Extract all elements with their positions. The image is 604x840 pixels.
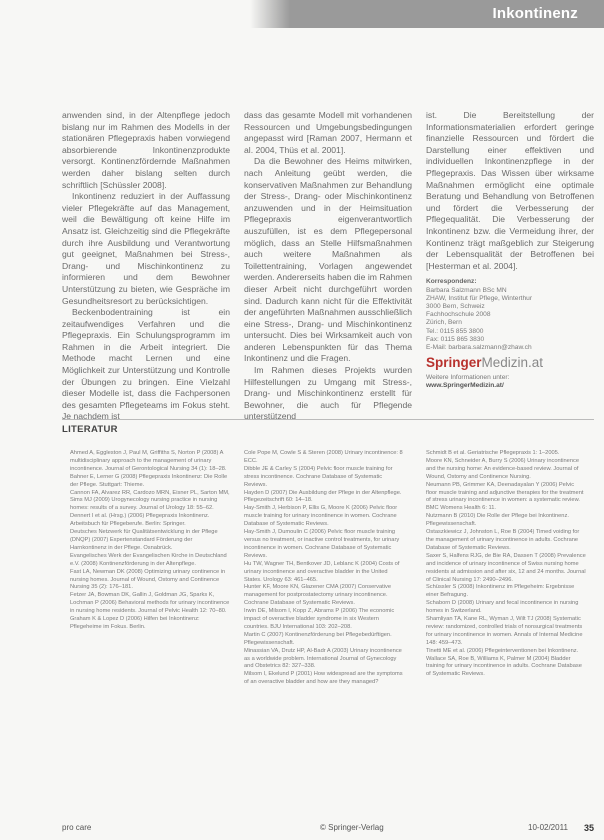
springer-logo xyxy=(426,355,594,370)
reference-item: Neumann PB, Grimmer KA, Deenadayalan Y (2006) Pelvic floor muscle training and adjunctive therapies for the treatment of stress urinary incontinence in women: a systematic review. BMC Womens Health 6: 11. xyxy=(426,481,584,512)
paragraph: Inkontinenz reduziert in der Auffassung vieler Pflegekräfte auf das Management, weil die Bewältigung oft keine Hilfe im Ansatz ist. Gleichzeitig sind die Pflegekräfte durch ihre Ausbildung und Verantwortung gut geeignet, Maßnahmen bei Stress-, Drang- und Mischinkontinenz zu informieren und dem Bewohner Unterstützung zu bieten, wie Gespräche im Gesundheitsresort zu berücksichtigen. xyxy=(62,191,230,306)
references-column-1 xyxy=(70,450,230,632)
reference-item: Wallace SA, Roe B, Williams K, Palmer M (2004) Bladder training for urinary incontinence in adults. Cochrane Database of Systematic Reviews. xyxy=(426,655,582,678)
section-divider xyxy=(62,419,594,420)
reference-item: Fast LA, Newman DK (2008) Optimizing urinary continence in nursing homes. Journal of Wound, Ostomy and Continence Nursing 35 (2): 176–181. xyxy=(70,568,226,591)
reference-item: Martin C (2007) Kontinenzförderung bei Pflegebedürftigen. Pflegewissenschaft. xyxy=(244,631,392,646)
contact-line: Barbara Salzmann BSc MN xyxy=(426,286,507,294)
contact-line: Tel.: 0115 855 3800 xyxy=(426,327,484,335)
reference-item: Schüssler S (2008) Inkontinenz im Pflegeheim: Ergebnisse einer Befragung. xyxy=(426,584,575,599)
springer-logo-suffix: Medizin.at xyxy=(481,355,544,370)
reference-item: Ostaszkiewicz J, Johnston L, Roe B (2004) Timed voiding for the management of urinary incontinence in adults. Cochrane Database of Systematic Reviews. xyxy=(426,529,580,551)
paragraph: dass das gesamte Modell mit vorhandenen Ressourcen und Umgebungsbedingungen angepasst wird [Raman 2007, Hermann et al. 2004, Thüs et al. 2001]. xyxy=(244,110,412,155)
reference-item: Milsom I, Ekelund P (2001) How widespread are the symptoms of an overactive bladder and how are they managed? xyxy=(244,671,403,686)
references-column-3 xyxy=(426,450,586,679)
reference-item: Cole Pope M, Cowle S & Steren (2008) Urinary incontinence: 8 ECC. xyxy=(244,450,403,464)
reference-item: Graham K & Lopez D (2006) Hilfen bei Inkontinenz: Pflegeheime im Fokus. Berlin. xyxy=(70,616,200,630)
reference-item: Hayden D (2007) Die Ausbildung der Pflege in der Altenpflege. Pflegezeitschrift 60: 14–18. xyxy=(244,489,402,504)
reference-item: Ahmed A, Eggleston J, Paul M, Griffiths S, Norton P (2008) A multidisciplinary approach to the management of urinary incontinence. Journal of Gerontological Nursing 34 (1): 18–28. xyxy=(70,450,227,472)
section-title: Inkontinenz xyxy=(492,5,578,22)
reference-item: Schmidt B et al. Geriatrische Pflegepraxis 1: 1–2005. xyxy=(426,450,560,456)
reference-item: Minassian VA, Drutz HP, Al-Badr A (2003) Urinary incontinence as a worldwide problem. International Journal of Gynecology and Obstetrics 82: 327–338. xyxy=(244,647,402,670)
springer-url-link[interactable]: www.SpringerMedizin.at/ xyxy=(426,382,504,389)
page-number: 35 xyxy=(584,823,595,833)
text-column-1 xyxy=(62,110,230,423)
contact-line: 3000 Bern, Schweiz xyxy=(426,302,485,310)
reference-item: Hu TW, Wagner TH, Bentkover JD, Leblanc K (2004) Costs of urinary incontinence and overactive bladder in the United States. Urology 63: 461–465. xyxy=(244,560,400,583)
reference-item: Fetzer JA, Bowman DK, Gallin J, Goldman JG, Sparks K, Lochman P (2006) Behavioral methods for urinary incontinence in nursing home residents. Journal of Pelvic Health 12: 70–80. xyxy=(70,592,230,615)
contact-line: Fachhochschule 2008 xyxy=(426,311,491,319)
springer-logo-main: Springer xyxy=(426,355,482,370)
contact-email[interactable]: E-Mail: barbara.salzmann@zhaw.ch xyxy=(426,343,532,351)
publisher-name: © Springer-Verlag xyxy=(320,823,384,832)
reference-item: Moore KN, Schneider A, Burry S (2006) Urinary incontinence and the nursing home: An evidence-based review. Journal of Wound, Ostomy and Continence Nursing. xyxy=(426,457,580,480)
paragraph: Da die Bewohner des Heims mitwirken, nach Anleitung geübt werden, die konservativen Maßnahmen zur Behandlung der Stress-, Drang- oder Mischinkontinenz anzuwenden und in der Heimsituation Pflegepraxis eigenverantwortlich auszufüllen, ist es dem Pflegepersonal möglich, dass an Stelle Hilfsmaßnahmen auch weitere Maßnahmen als Toilettentraining, Vorlagen angewendet werden. Andererseits haben die im Rahmen dieser Arbeit nicht durchgeführt worden sind. Dadurch kann nicht für die Effektivität der angeführten Maßnahmen ausschließlich eine Stress-, Drang- und Mischinkontinenz untersucht. Dies bei Wirksamkeit auch von anderen Lebenspunkten für das Thema Inkontinenz und die Fragen. xyxy=(244,156,412,364)
text-column-2 xyxy=(244,110,412,423)
reference-item: Deutsches Netzwerk für Qualitätsentwicklung in der Pflege (DNQP) (2007) Expertenstandard Förderung der Harnkontinenz in der Pflege. Osnabrück. xyxy=(70,529,218,551)
reference-item: Cannon FA, Alvarez RR, Cardozo MRN, Eisner PL, Sarton MM, Sims MJ (2009) Urogynecology nursing practice in nursing homes: results of a survey. Journal of Urology 18: 55–62. xyxy=(70,489,230,512)
contact-block xyxy=(426,278,594,352)
reference-item: Dibble JE & Carley S (2004) Pelvic floor muscle training for stress incontinence. Cochrane Database of Systematic Reviews. xyxy=(244,465,393,488)
reference-item: Nutzmann B (2010) Die Rolle der Pflege bei Inkontinenz. Pflegewissenschaft. xyxy=(426,513,569,528)
reference-item: Hay-Smith J, Dumoulin C (2006) Pelvic floor muscle training versus no treatment, or inactive control treatments, for urinary incontinence in women. Cochrane Database of Systematic Reviews. xyxy=(244,529,400,559)
journal-name: pro care xyxy=(62,823,92,832)
contact-line: Fax: 0115 865 3830 xyxy=(426,335,485,343)
reference-item: Saxer S, Halfens RJG, de Bie RA, Dassen T (2008) Prevalence and incidence of urinary incontinence of Swiss nursing home residents at admission and after six, 12 and 24 months. Journal of Clinical Nursing 17: 2490–2496. xyxy=(426,552,586,583)
reference-item: Irwin DE, Milsom I, Kopp Z, Abrams P (2006) The economic impact of overactive bladder syndrome in six Western countries. BJU International 103: 202–208. xyxy=(244,608,395,630)
reference-item: Hay-Smith J, Herbison P, Ellis G, Moore K (2006) Pelvic floor muscle training for urinary incontinence in women. Cochrane Database of Systematic Reviews. xyxy=(244,505,398,528)
paragraph: Beckenbodentraining ist ein zeitaufwendiges Verfahren und die Pflegepraxis. Ein Schulungsprogramm im Rahmen in die Arbeit integriert. Die Methode macht Lernen und eine Möglichkeit zur Unterstützung und Kontrolle der Übungen zu bringen. Eine Vielzahl dieser Modelle ist, dass die Fachpersonen des gesamten Pflegeteams im Fokus steht. Je nachdem ist xyxy=(62,307,230,422)
reference-item: Dennert I et al. (Hrsg.) (2006) Pflegepraxis Inkontinenz. Arbeitsbuch für Pflegeberufe. Berlin: Springer. xyxy=(70,513,210,528)
text-column-3 xyxy=(426,110,594,352)
springer-medizin-ad[interactable] xyxy=(426,355,594,407)
reference-item: Hunter KF, Moore KN, Glazener CMA (2007) Conservative management for postprostatectomy urinary incontinence. Cochrane Database of Systematic Reviews. xyxy=(244,584,391,607)
reference-item: Evangelisches Werk der Evangelischen Kirche in Deutschland e.V. (2008) Kontinenzförderung in der Altenpflege. xyxy=(70,552,227,567)
reference-item: Tinetti ME et al. (2006) Pflegeinterventionen bei Inkontinenz. xyxy=(426,647,579,654)
contact-line: Zürich, Bern xyxy=(426,319,462,327)
contact-label: Korrespondenz: xyxy=(426,278,477,286)
reference-item: Shamliyan TA, Kane RL, Wyman J, Wilt TJ (2008) Systematic review: randomized, controlled trials of nonsurgical treatments for urinary incontinence in women. Annals of Internal Medicine 148: 459–473. xyxy=(426,616,583,646)
paragraph: anwenden sind, in der Altenpflege jedoch bislang nur im Rahmen des Modells in der stationären Pflegepraxis haben vorwiegend absorbierende Inkontinenzprodukte versorgt. Kontinenzfördernde Maßnahmen werden daher bislang selten durch schriftlich [Schüssler 2008]. xyxy=(62,110,230,190)
contact-line: ZHAW, Institut für Pflege, Winterthur xyxy=(426,294,533,302)
reference-item: Schaborn D (2008) Urinary and fecal incontinence in nursing homes in Switzerland. xyxy=(426,600,579,615)
springer-subtext xyxy=(426,374,594,390)
springer-info-label: Weitere Informationen unter: xyxy=(426,374,510,381)
section-header-band xyxy=(290,0,604,28)
paragraph: Im Rahmen dieses Projekts wurden Hilfestellungen zu Umgang mit Stress-, Drang- und Mischinkontinenz erstellt für Bewohner, die auch für Pflegende unterstützend xyxy=(244,365,412,422)
references-column-2 xyxy=(244,450,404,687)
issue-date: 10-02/2011 xyxy=(528,823,568,832)
literature-heading: LITERATUR xyxy=(62,424,118,435)
paragraph: ist. Die Bereitstellung der Informationsmaterialien erfordert geringe finanzielle Ressourcen und fördert die Darstellung einer effektiven und individuellen Inkontinenzpflege in der Pflegepraxis. Das Wissen über wirksame Maßnahmen ermöglicht eine optimale Beratung und Behandlung von Betroffenen und fördert die Verbesserung der Pflegequalität. Die Verbesserung der Inkontinenz bzw. die Vermeidung ihrer, der Kontinenz trägt maßgeblich zur Steigerung der Lebensqualität der Betroffenen bei [Hesterman et al. 2004]. xyxy=(426,110,594,271)
reference-item: Bahner E, Lerner G (2008) Pflegepraxis Inkontinenz: Die Rolle der Pflege. Stuttgart: Thieme. xyxy=(70,473,228,488)
